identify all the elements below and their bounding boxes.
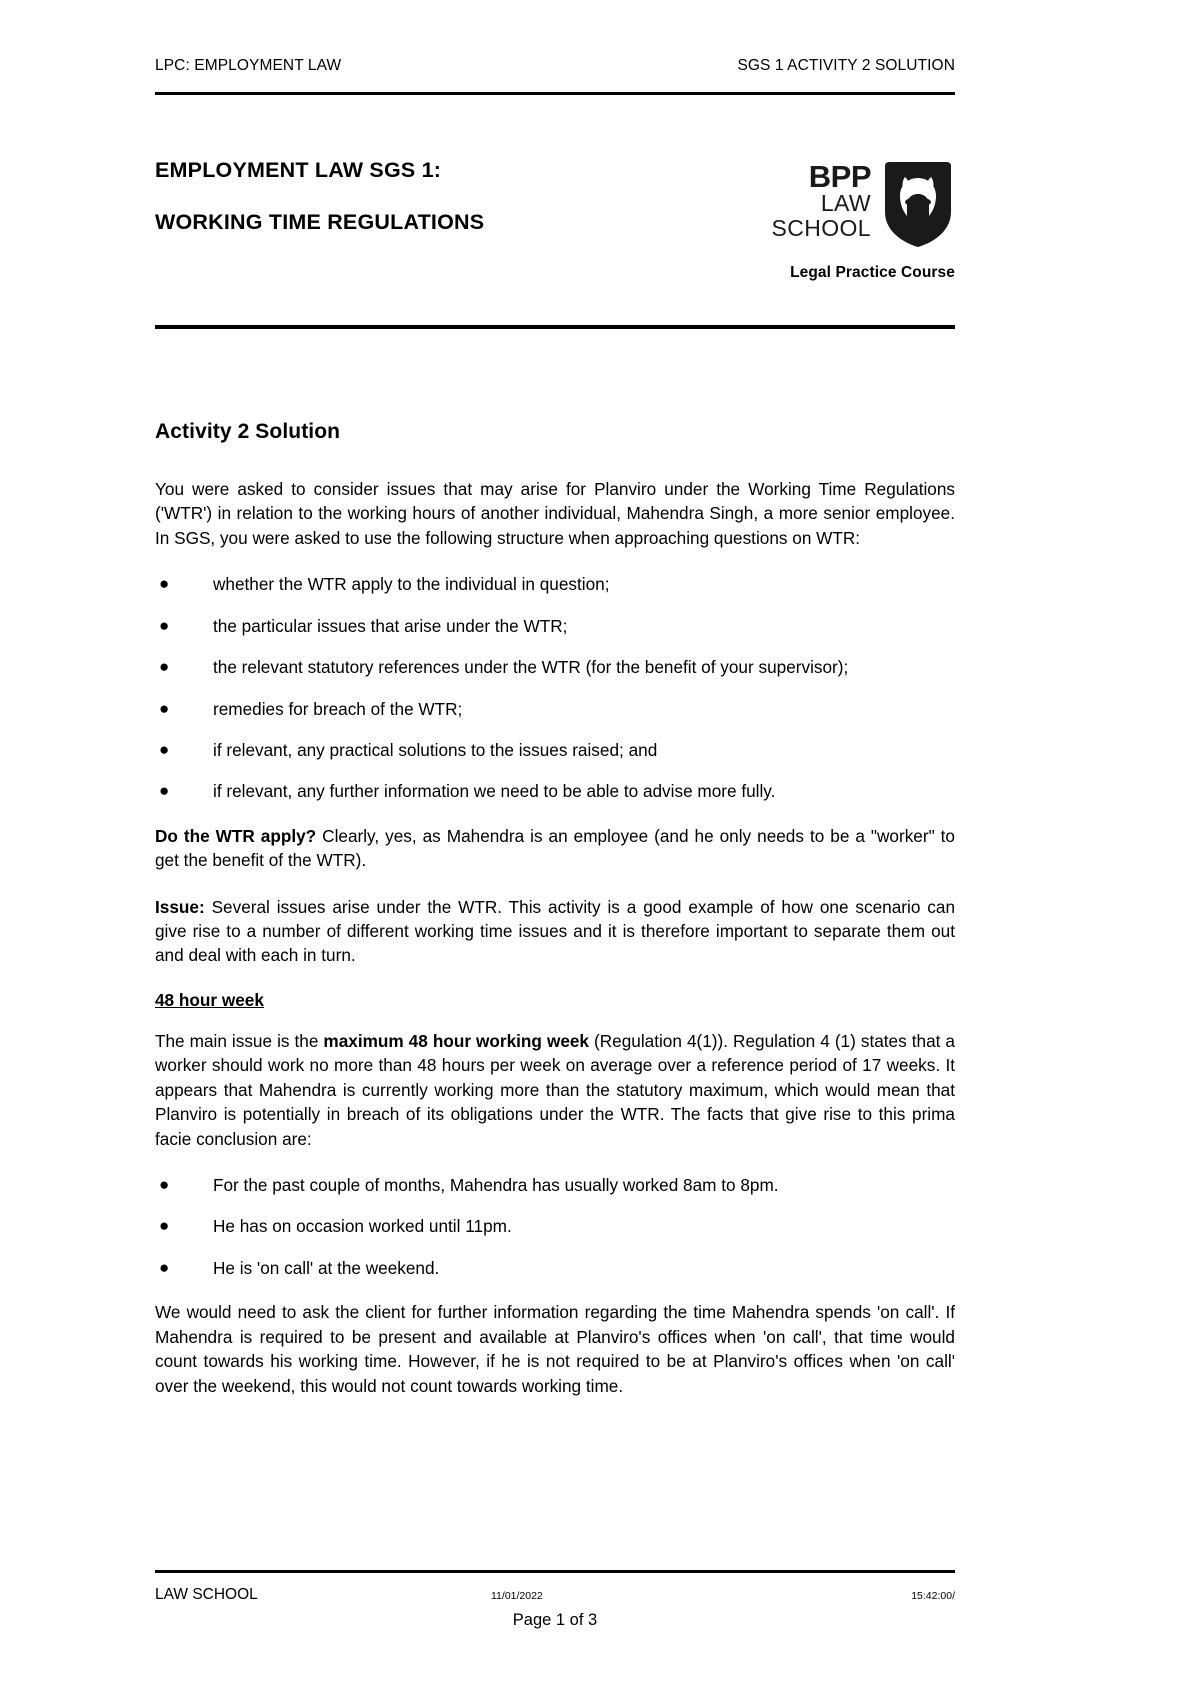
subheading-48-hour-week: 48 hour week	[155, 989, 264, 1010]
logo-school-text: SCHOOL	[771, 214, 871, 241]
main-issue-pre-text: The main issue is the	[155, 1030, 324, 1051]
logo-bpp-text: BPP	[808, 159, 871, 194]
list-item	[155, 655, 955, 679]
footer-time-text: 15:42:00/	[911, 1590, 955, 1602]
list-item	[155, 1173, 955, 1197]
closing-paragraph: We would need to ask the client for further information regarding the time Mahendra spends 'on call'. If Mahendra is required to be present and available at Planviro's offices when 'on call', that time would count towards his working time. However, if he is not required to be at Planviro's offices when 'on call' over the weekend, this would not count towards working time.	[155, 1302, 955, 1396]
structure-bullet-list	[155, 572, 955, 804]
bullet-dot-icon: ●	[159, 1175, 170, 1195]
list-item-text: if relevant, any practical solutions to the issues raised; and	[213, 739, 658, 760]
header-right-text: SGS 1 ACTIVITY 2 SOLUTION	[737, 57, 955, 74]
wtr-apply-text: Clearly, yes, as Mahendra is an employee (and he only needs to be a "worker" to get the benefit of the WTR).	[155, 825, 955, 871]
list-item	[155, 572, 955, 596]
list-item	[155, 738, 955, 762]
list-item	[155, 779, 955, 803]
logo-row	[735, 160, 955, 248]
logo-wordmark	[771, 160, 881, 240]
lion-shield-icon	[881, 160, 955, 248]
bullet-dot-icon: ●	[159, 739, 170, 759]
document-title-line-1: EMPLOYMENT LAW SGS 1:	[155, 158, 442, 182]
list-item-text: He is 'on call' at the weekend.	[213, 1257, 440, 1278]
bullet-dot-icon: ●	[159, 698, 170, 718]
bullet-dot-icon: ●	[159, 574, 170, 594]
bullet-dot-icon: ●	[159, 781, 170, 801]
bullet-dot-icon: ●	[159, 615, 170, 635]
list-item-text: For the past couple of months, Mahendra has usually worked 8am to 8pm.	[213, 1175, 779, 1196]
main-issue-post-text: (Regulation 4(1)). Regulation 4 (1) states that a worker should work no more than 48 hours per week on average over a reference period of 17 weeks. It appears that Mahendra is currently working more than the statutory maximum, which would mean that Planviro is potentially in breach of its obligations under the WTR. The facts that give rise to this prima facie conclusion are:	[155, 1030, 955, 1149]
issue-lead-in: Issue:	[155, 896, 205, 917]
footer-left-text: LAW SCHOOL	[155, 1586, 258, 1603]
bullet-dot-icon: ●	[159, 1216, 170, 1236]
running-header	[155, 57, 955, 75]
wtr-apply-lead-in: Do the WTR apply?	[155, 825, 317, 846]
list-item	[155, 1214, 955, 1238]
footer-date-text: 11/01/2022	[491, 1590, 543, 1602]
intro-paragraph: You were asked to consider issues that may arise for Planviro under the Working Time Regulations ('WTR') in relation to the working hours of another individual, Mahendra Singh, a more senior employee. In SGS, you were asked to use the following structure when approaching questions on WTR:	[155, 479, 955, 548]
title-divider-rule	[155, 325, 955, 329]
facts-bullet-list	[155, 1173, 955, 1280]
document-body	[155, 420, 955, 1412]
bullet-dot-icon: ●	[159, 1257, 170, 1277]
section-heading: Activity 2 Solution	[155, 420, 341, 443]
header-divider-rule	[155, 92, 955, 95]
issue-paragraph	[155, 895, 955, 968]
list-item-text: remedies for breach of the WTR;	[213, 698, 463, 719]
wtr-apply-paragraph	[155, 824, 955, 873]
bullet-dot-icon: ●	[159, 657, 170, 677]
logo-law-text: LAW	[820, 190, 871, 217]
list-item-text: if relevant, any further information we need to be able to advise more fully.	[213, 781, 776, 802]
header-left-text: LPC: EMPLOYMENT LAW	[155, 57, 342, 74]
bpp-law-school-logo	[735, 160, 955, 282]
document-title-block	[155, 160, 715, 233]
issue-text: Several issues arise under the WTR. This activity is a good example of how one scenario can give rise to a number of different working time issues and it is therefore important to separate them out and deal with each in turn.	[155, 896, 955, 966]
list-item	[155, 697, 955, 721]
list-item-text: He has on occasion worked until 11pm.	[213, 1216, 512, 1237]
main-issue-paragraph	[155, 1029, 955, 1151]
list-item-text: the particular issues that arise under the WTR;	[213, 615, 568, 636]
document-title-line-2: WORKING TIME REGULATIONS	[155, 209, 485, 234]
list-item	[155, 1256, 955, 1280]
running-footer	[155, 1586, 955, 1646]
footer-page-number: Page 1 of 3	[512, 1611, 598, 1629]
list-item-text: the relevant statutory references under the WTR (for the benefit of your supervisor);	[213, 657, 849, 678]
footer-divider-rule	[155, 1570, 955, 1573]
list-item-text: whether the WTR apply to the individual in question;	[213, 574, 610, 595]
main-issue-bold-text: maximum 48 hour working week	[323, 1030, 589, 1051]
logo-course-label: Legal Practice Course	[790, 264, 955, 281]
list-item	[155, 614, 955, 638]
